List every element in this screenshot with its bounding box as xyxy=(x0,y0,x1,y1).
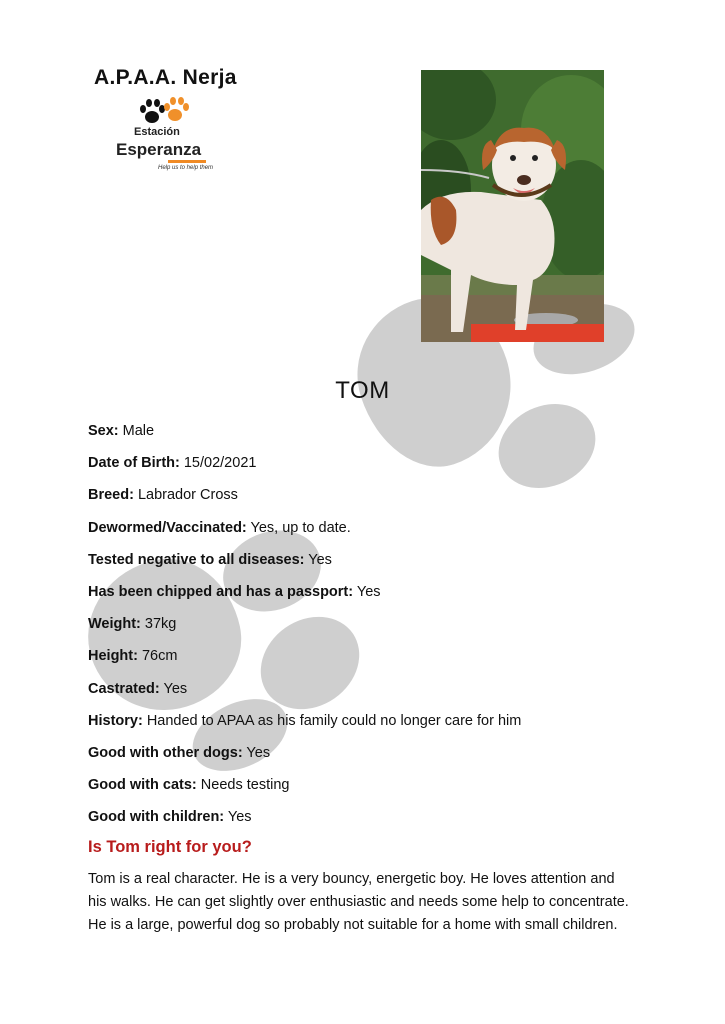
fact-row xyxy=(88,550,648,582)
logo-name: Esperanza xyxy=(116,140,202,159)
logo-tag-bar xyxy=(168,160,206,163)
fact-value: Male xyxy=(118,423,155,439)
fact-label: Dewormed/Vaccinated: xyxy=(88,519,247,536)
dog-photo xyxy=(421,70,604,342)
fact-label: Height: xyxy=(88,648,138,665)
fact-value: 37kg xyxy=(140,616,177,633)
fact-label: Tested negative to all diseases: xyxy=(88,551,305,568)
fact-label: Weight: xyxy=(88,616,141,633)
fact-row xyxy=(88,421,648,453)
dog-name: TOM xyxy=(335,377,390,404)
fact-label: Breed: xyxy=(88,487,134,504)
fact-row xyxy=(88,485,648,517)
fact-label: Date of Birth: xyxy=(88,455,180,472)
fact-row xyxy=(88,614,648,646)
fact-row xyxy=(88,453,648,485)
facts-list xyxy=(88,421,648,839)
fact-label: History: xyxy=(88,712,143,729)
fact-row xyxy=(88,646,648,678)
dog-photo-image xyxy=(421,70,604,342)
fact-row xyxy=(88,743,648,775)
fact-row xyxy=(88,775,648,807)
logo-subtitle: Estación xyxy=(134,126,180,138)
fact-label: Sex: xyxy=(88,423,119,439)
fact-label: Has been chipped and has a passport: xyxy=(88,583,354,600)
fact-value: Yes xyxy=(304,551,332,568)
fact-row xyxy=(88,582,648,614)
fact-row xyxy=(88,807,648,839)
fact-row xyxy=(88,711,648,743)
fact-value: Yes xyxy=(242,744,271,761)
section-heading: Is Tom right for you? xyxy=(88,838,252,856)
fact-value: Yes, up to date. xyxy=(246,519,351,536)
organization-logo xyxy=(88,62,238,182)
fact-row xyxy=(88,518,648,550)
fact-value: Needs testing xyxy=(196,777,290,794)
paw-logo-icon xyxy=(138,96,190,128)
logo-title: A.P.A.A. Nerja xyxy=(94,66,237,89)
fact-row xyxy=(88,679,648,711)
fact-label: Good with cats: xyxy=(88,777,197,794)
fact-value: Yes xyxy=(159,680,188,697)
fact-label: Castrated: xyxy=(88,680,160,697)
fact-label: Good with children: xyxy=(88,809,225,826)
fact-label: Good with other dogs: xyxy=(88,744,243,761)
fact-value: Yes xyxy=(353,583,381,600)
logo-tagline: Help us to help them xyxy=(158,165,214,171)
description-paragraph: Tom is a real character. He is a very bouncy, energetic boy. He loves attention and his walks. He can get slightly over enthusiastic and needs some help to concentrate. He is a large, powerful dog so probably not suitable for a home with small children. xyxy=(88,871,629,933)
fact-value: 76cm xyxy=(137,648,178,665)
fact-value: Yes xyxy=(224,809,252,826)
fact-value: Labrador Cross xyxy=(133,487,238,504)
fact-value: Handed to APAA as his family could no longer care for him xyxy=(142,712,522,729)
fact-value: 15/02/2021 xyxy=(179,455,257,472)
